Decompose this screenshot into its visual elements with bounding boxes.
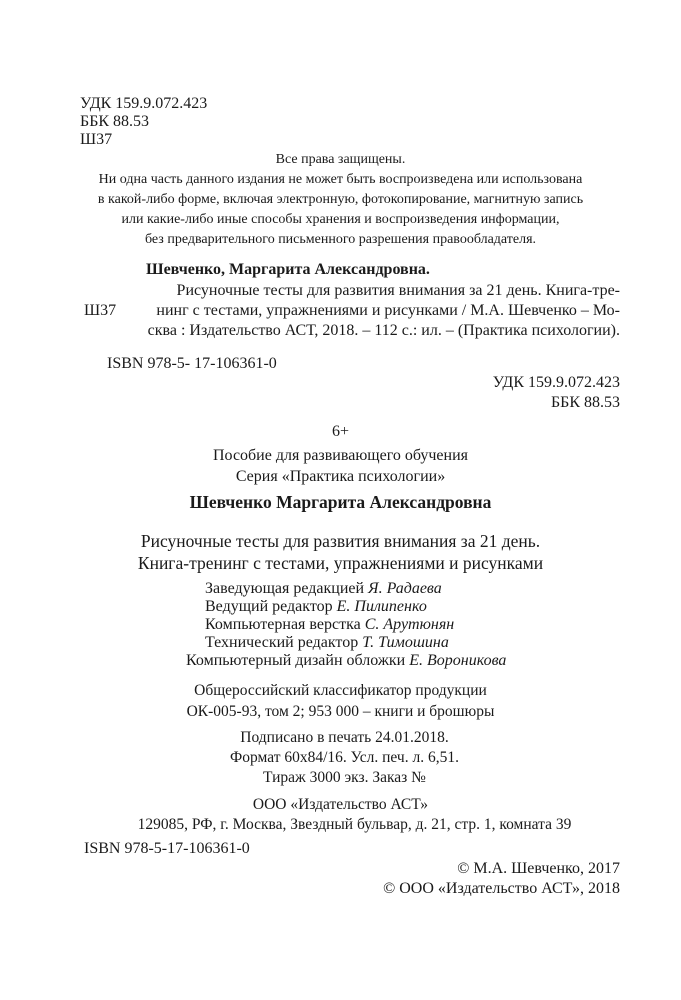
credit-line <box>205 634 449 652</box>
catalog-udk: УДК 159.9.072.423 <box>492 374 620 391</box>
rights-line: Ни одна часть данного издания не может быть воспроизведена или использована <box>98 172 583 187</box>
credit-name: Е. Пилипенко <box>336 598 427 615</box>
credit-role: Ведущий редактор <box>205 598 333 615</box>
catalog-mark: Ш37 <box>84 302 117 319</box>
credit-name: Т. Тимошина <box>362 634 449 651</box>
author-mark: Ш37 <box>80 131 113 148</box>
series: Серия «Практика психологии» <box>235 468 446 485</box>
credit-name: Я. Радаева <box>368 580 442 597</box>
rights-line: или какие-либо иные способы хранения и воспроизведения информации, <box>121 212 560 227</box>
catalog-isbn: ISBN 978-5- 17-106361-0 <box>107 355 277 372</box>
credit-role: Технический редактор <box>205 634 359 651</box>
print-info-line: Формат 60х84/16. Усл. печ. л. 6,51. <box>230 749 459 766</box>
title-line: Книга-тренинг с тестами, упражнениями и рисунками <box>137 553 544 573</box>
publisher-name: ООО «Издательство АСТ» <box>252 796 429 813</box>
credit-line <box>205 580 442 598</box>
rights-line: Все права защищены. <box>275 152 406 167</box>
catalog-bbk: ББК 88.53 <box>550 394 620 411</box>
purpose: Пособие для развивающего обучения <box>212 447 469 464</box>
credit-role: Компьютерная верстка <box>205 616 361 633</box>
bbk-code: ББК 88.53 <box>80 113 150 130</box>
credit-line <box>205 616 454 634</box>
catalog-line: нинг с тестами, упражнениями и рисунками / М.А. Шевченко – Мо- <box>156 302 620 319</box>
print-info-line: Тираж 3000 экз. Заказ № <box>263 769 426 786</box>
catalog-line: Рисуночные тесты для развития внимания за 21 день. Книга-тре- <box>176 282 620 299</box>
publisher-address: 129085, РФ, г. Москва, Звездный бульвар, д. 21, стр. 1, комната 39 <box>137 816 572 833</box>
classifier-line: Общероссийский классификатор продукции <box>194 682 487 699</box>
catalog-author: Шевченко, Маргарита Александровна. <box>146 261 430 278</box>
credit-name: С. Арутюнян <box>364 616 455 633</box>
credit-role: Компьютерный дизайн обложки <box>186 652 406 669</box>
title-line: Рисуночные тесты для развития внимания за 21 день. <box>140 531 541 551</box>
print-info-line: Подписано в печать 24.01.2018. <box>240 729 449 746</box>
copyright-line: © М.А. Шевченко, 2017 <box>457 860 620 877</box>
age-rating: 6+ <box>331 423 350 440</box>
credit-name: Е. Вороникова <box>409 652 507 669</box>
credit-line <box>186 652 506 670</box>
rights-line: в какой-либо форме, включая электронную, фотокопирование, магнитную запись <box>97 192 584 207</box>
credit-role: Заведующая редакцией <box>205 580 365 597</box>
author-full: Шевченко Маргарита Александровна <box>189 492 492 512</box>
rights-line: без предварительного письменного разрешения правообладателя. <box>144 232 537 247</box>
copyright-line: © ООО «Издательство АСТ», 2018 <box>383 880 620 897</box>
credit-line <box>205 598 427 616</box>
catalog-line: сква : Издательство АСТ, 2018. – 112 с.: ил. – (Практика психологии). <box>147 322 620 339</box>
classifier-line: ОК-005-93, том 2; 953 000 – книги и брошюры <box>186 703 495 720</box>
udk-code: УДК 159.9.072.423 <box>80 95 208 112</box>
isbn-bottom: ISBN 978-5-17-106361-0 <box>84 840 250 857</box>
